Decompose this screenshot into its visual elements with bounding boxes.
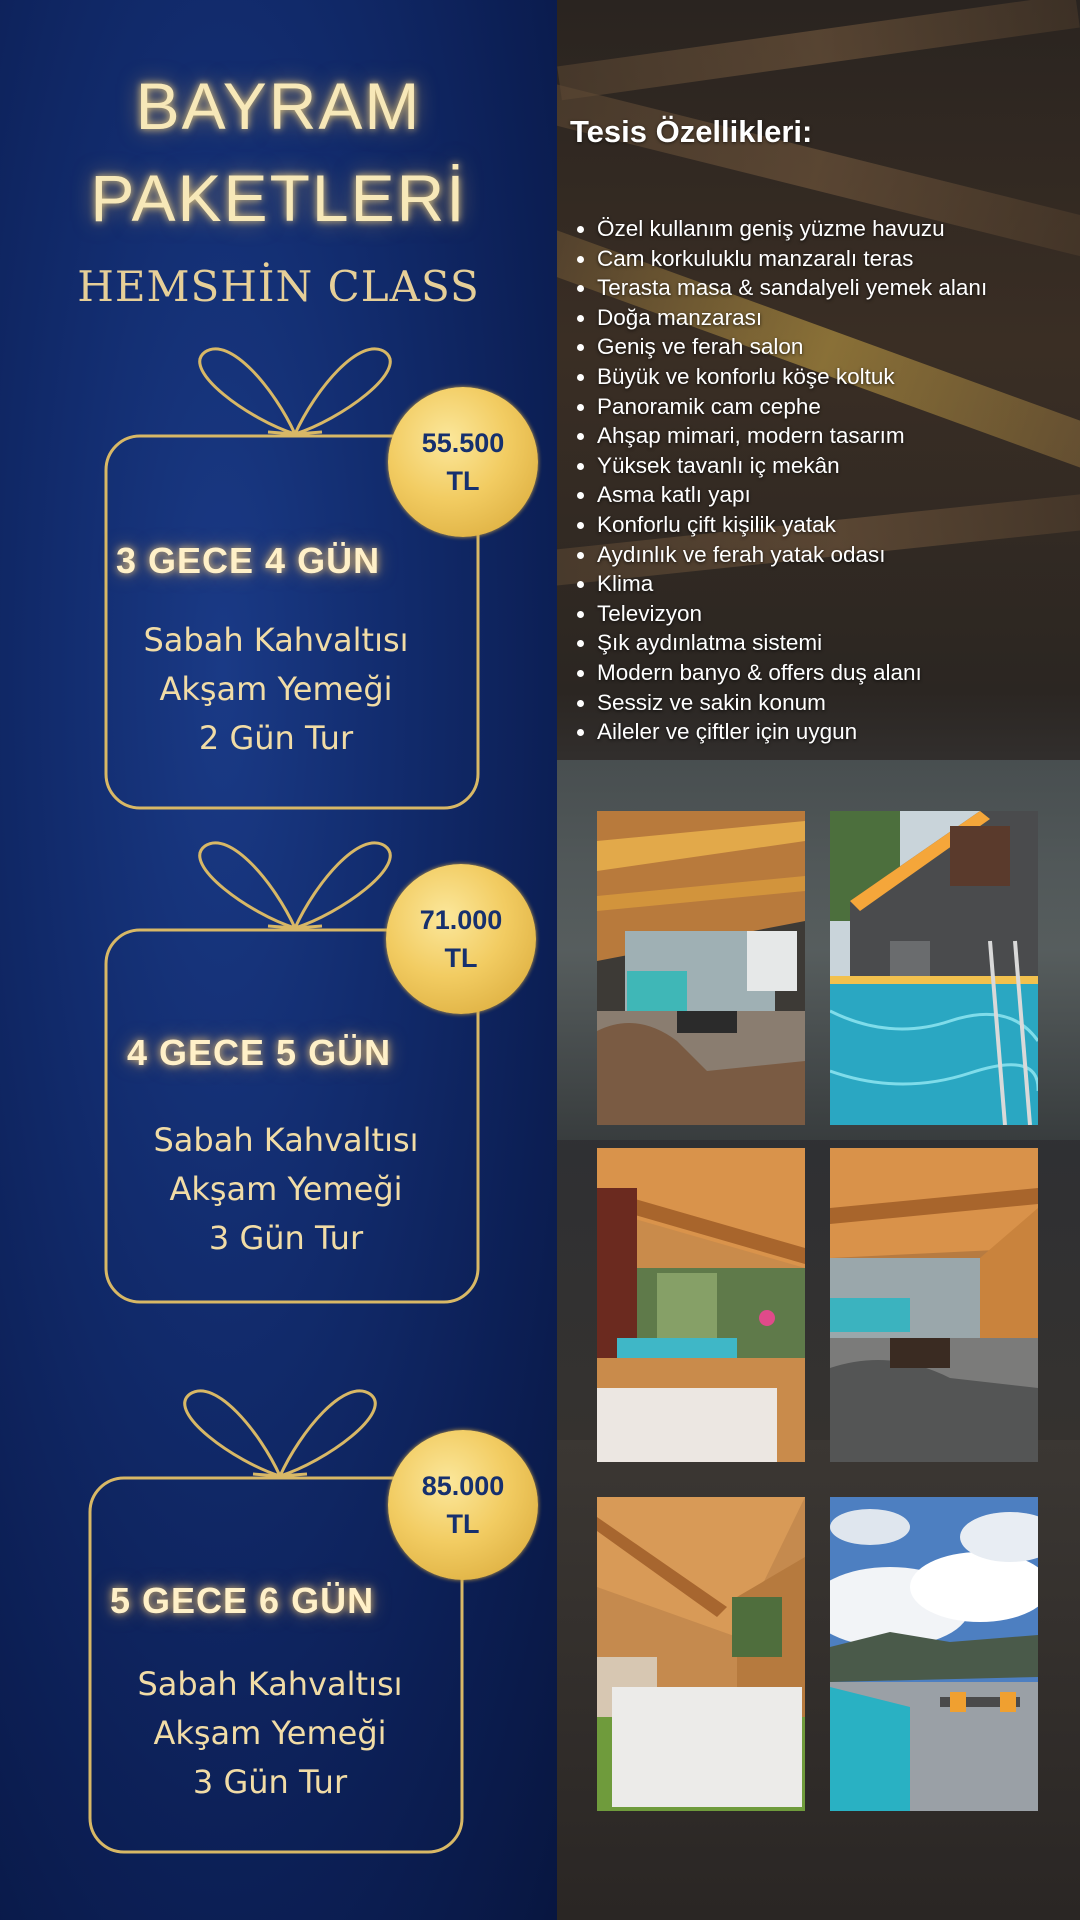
list-item: Doğa manzarası [577, 303, 987, 333]
list-item: Cam korkuluklu manzaralı teras [577, 244, 987, 274]
brand-name: HEMSHİN CLASS [77, 262, 480, 311]
price-currency: TL [446, 466, 480, 496]
include-item: Sabah Kahvaltısı [153, 1121, 419, 1159]
package-duration: 5 GECE 6 GÜN [110, 1580, 375, 1621]
photo-lounge-stairs [830, 1148, 1038, 1462]
list-item: Büyük ve konforlu köşe koltuk [577, 362, 987, 392]
price-currency: TL [444, 943, 478, 973]
price-currency: TL [446, 1509, 480, 1539]
list-item: Aileler ve çiftler için uygun [577, 717, 987, 747]
include-item: 3 Gün Tur [208, 1219, 364, 1257]
list-item: Yüksek tavanlı iç mekân [577, 451, 987, 481]
package-duration: 4 GECE 5 GÜN [127, 1032, 392, 1073]
list-item: Klima [577, 569, 987, 599]
photo-pool [830, 811, 1038, 1125]
photo-terrace-view [830, 1497, 1038, 1811]
bedroom-loft-image [597, 1148, 805, 1462]
living-room-image [597, 811, 805, 1125]
features-panel [557, 0, 1080, 1920]
list-item: Şık aydınlatma sistemi [577, 628, 987, 658]
photo-bedroom-loft [597, 1148, 805, 1462]
include-item: Sabah Kahvaltısı [137, 1665, 403, 1703]
list-item: Konforlu çift kişilik yatak [577, 510, 987, 540]
list-item: Modern banyo & offers duş alanı [577, 658, 987, 688]
lounge-stairs-image [830, 1148, 1038, 1462]
include-item: Sabah Kahvaltısı [143, 621, 409, 659]
features-list [557, 214, 987, 747]
features-title: Tesis Özellikleri: [570, 114, 813, 149]
list-item: Özel kullanım geniş yüzme havuzu [577, 214, 987, 244]
list-item: Aydınlık ve ferah yatak odası [577, 540, 987, 570]
price-badge [388, 1430, 538, 1580]
list-item: Asma katlı yapı [577, 480, 987, 510]
list-item: Ahşap mimari, modern tasarım [577, 421, 987, 451]
list-item: Panoramik cam cephe [577, 392, 987, 422]
photo-living-room [597, 811, 805, 1125]
include-item: Akşam Yemeği [169, 1170, 403, 1208]
ceiling-beam [557, 0, 1080, 100]
price-amount: 71.000 [419, 905, 503, 935]
pool-image [830, 811, 1038, 1125]
terrace-view-image [830, 1497, 1038, 1811]
attic-bedroom-image [597, 1497, 805, 1811]
list-item: Televizyon [577, 599, 987, 629]
include-item: 3 Gün Tur [192, 1763, 348, 1801]
list-item: Geniş ve ferah salon [577, 332, 987, 362]
page-title-line1: BAYRAM [135, 69, 422, 143]
package-includes [100, 1660, 440, 1807]
list-item: Sessiz ve sakin konum [577, 688, 987, 718]
photo-attic-bedroom [597, 1497, 805, 1811]
include-item: 2 Gün Tur [198, 719, 354, 757]
include-item: Akşam Yemeği [153, 1714, 387, 1752]
list-item: Terasta masa & sandalyeli yemek alanı [577, 273, 987, 303]
price-amount: 85.000 [421, 1471, 505, 1501]
package-duration: 3 GECE 4 GÜN [116, 540, 381, 581]
page-title-line2: PAKETLERİ [90, 161, 467, 235]
price-amount: 55.500 [421, 428, 505, 458]
include-item: Akşam Yemeği [159, 670, 393, 708]
